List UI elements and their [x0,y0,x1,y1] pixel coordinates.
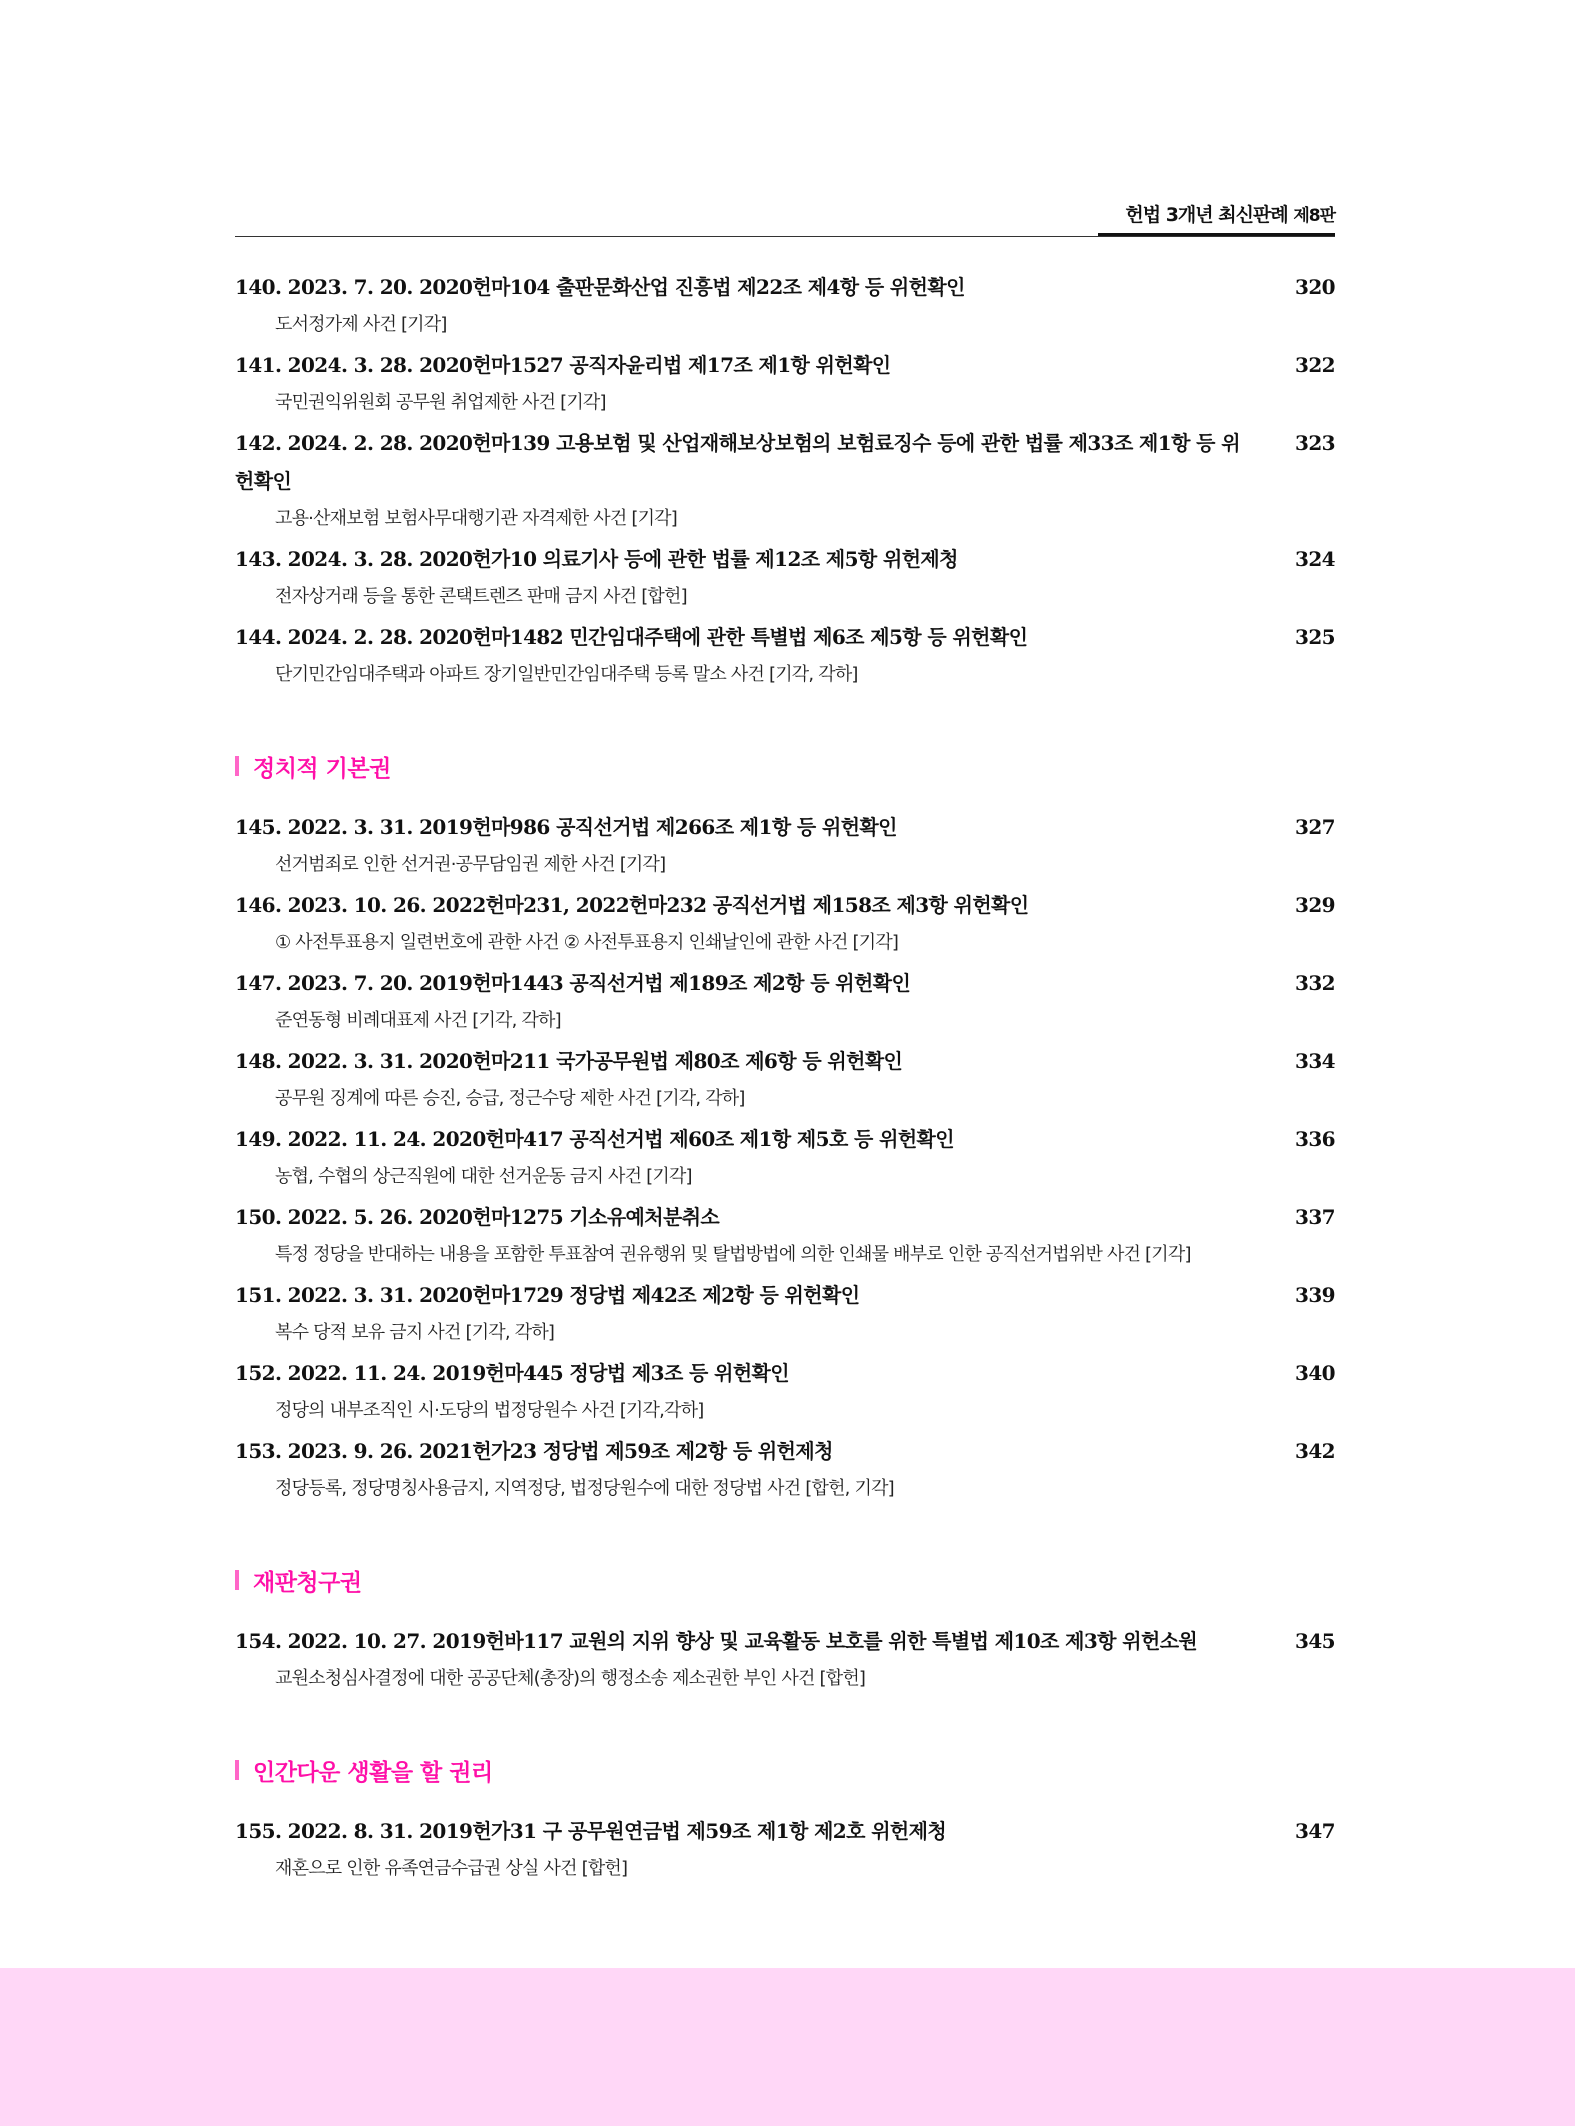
toc-section [235,268,1335,694]
section-heading [235,1560,1335,1600]
toc-entry[interactable] [235,346,1335,422]
case-title: 153. 2023. 9. 26. 2021헌가23 정당법 제59조 제2항 등 위헌제청 [235,1439,833,1463]
toc-entry[interactable] [235,1198,1335,1274]
toc-section [235,1560,1335,1698]
toc-entry-head [235,540,1335,578]
case-subtitle: ① 사전투표용지 일련번호에 관한 사건 ② 사전투표용지 인쇄날인에 관한 사건 [기각] [275,932,899,953]
case-title: 140. 2023. 7. 20. 2020헌마104 출판문화산업 진흥법 제22조 제4항 등 위헌확인 [235,275,965,299]
page-number: 324 [1295,547,1335,571]
page-number: 332 [1295,971,1335,995]
toc-entry-head [235,964,1335,1002]
toc-entry-head [235,268,1335,306]
section-heading [235,1750,1335,1790]
case-subtitle: 재혼으로 인한 유족연금수급권 상실 사건 [합헌] [275,1858,628,1879]
toc-entry[interactable] [235,540,1335,616]
toc-entry[interactable] [235,1812,1335,1888]
case-subtitle: 교원소청심사결정에 대한 공공단체(총장)의 행정소송 제소권한 부인 사건 [합헌] [275,1668,866,1689]
case-subtitle: 국민권익위원회 공무원 취업제한 사건 [기각] [275,392,606,413]
case-subtitle: 준연동형 비례대표제 사건 [기각, 각하] [275,1010,561,1031]
toc-entry[interactable] [235,1042,1335,1118]
case-subtitle: 전자상거래 등을 통한 콘택트렌즈 판매 금지 사건 [합헌] [275,586,687,607]
case-title: 141. 2024. 3. 28. 2020헌마1527 공직자윤리법 제17조 제1항 위헌확인 [235,353,891,377]
toc-entry-head [235,618,1335,656]
toc-entry-head [235,1354,1335,1392]
table-of-contents [235,268,1335,1890]
toc-entry-head [235,886,1335,924]
toc-entry[interactable] [235,1622,1335,1698]
page-number: 325 [1295,625,1335,649]
page-number: 345 [1295,1629,1335,1653]
book-title: 헌법 3개년 최신판례 [1125,204,1288,226]
section-heading [235,746,1335,786]
case-title: 155. 2022. 8. 31. 2019헌가31 구 공무원연금법 제59조 제1항 제2호 위헌제청 [235,1819,947,1843]
case-title: 143. 2024. 3. 28. 2020헌가10 의료기사 등에 관한 법률 제12조 제5항 위헌제청 [235,547,958,571]
case-title: 152. 2022. 11. 24. 2019헌마445 정당법 제3조 등 위헌확인 [235,1361,789,1385]
case-subtitle: 정당등록, 정당명칭사용금지, 지역정당, 법정당원수에 대한 정당법 사건 [합헌, 기각] [275,1478,894,1499]
case-title: 146. 2023. 10. 26. 2022헌마231, 2022헌마232 공직선거법 제158조 제3항 위헌확인 [235,893,1029,917]
case-subtitle: 단기민간임대주택과 아파트 장기일반민간임대주택 등록 말소 사건 [기각, 각하] [275,664,858,685]
toc-section [235,746,1335,1508]
toc-entry-head [235,808,1335,846]
case-subtitle: 선거범죄로 인한 선거권·공무담임권 제한 사건 [기각] [275,854,666,875]
toc-entry[interactable] [235,964,1335,1040]
page-number: 329 [1295,893,1335,917]
toc-entry[interactable] [235,808,1335,884]
toc-entry[interactable] [235,1276,1335,1352]
page-number: 322 [1295,353,1335,377]
toc-entry-head [235,1120,1335,1158]
header-rule-accent [1098,233,1335,236]
toc-entry-head [235,1042,1335,1080]
section-marker [235,756,239,776]
section-title: 인간다운 생활을 할 권리 [253,1759,493,1786]
toc-entry[interactable] [235,618,1335,694]
page-number: 337 [1295,1205,1335,1229]
page-number: 320 [1295,275,1335,299]
toc-entry[interactable] [235,268,1335,344]
page-number: 327 [1295,815,1335,839]
page-number: 340 [1295,1361,1335,1385]
case-subtitle: 복수 당적 보유 금지 사건 [기각, 각하] [275,1322,555,1343]
toc-entry-head [235,1432,1335,1470]
case-title: 144. 2024. 2. 28. 2020헌마1482 민간임대주택에 관한 특별법 제6조 제5항 등 위헌확인 [235,625,1028,649]
page-number: 347 [1295,1819,1335,1843]
case-title: 142. 2024. 2. 28. 2020헌마139 고용보험 및 산업재해보상보험의 보험료징수 등에 관한 법률 제33조 제1항 등 위헌확인 [235,431,1240,493]
toc-entry-head [235,1276,1335,1314]
case-subtitle: 특정 정당을 반대하는 내용을 포함한 투표참여 권유행위 및 탈법방법에 의한 인쇄물 배부로 인한 공직선거법위반 사건 [기각] [275,1244,1191,1265]
section-marker [235,1760,239,1780]
toc-entry-head [235,346,1335,384]
toc-entry[interactable] [235,1432,1335,1508]
case-title: 150. 2022. 5. 26. 2020헌마1275 기소유예처분취소 [235,1205,720,1229]
section-title: 정치적 기본권 [253,755,391,782]
case-subtitle: 공무원 징계에 따른 승진, 승급, 정근수당 제한 사건 [기각, 각하] [275,1088,745,1109]
toc-entry-head [235,1622,1335,1660]
case-title: 154. 2022. 10. 27. 2019헌바117 교원의 지위 향상 및 교육활동 보호를 위한 특별법 제10조 제3항 위헌소원 [235,1629,1198,1653]
case-subtitle: 농협, 수협의 상근직원에 대한 선거운동 금지 사건 [기각] [275,1166,692,1187]
toc-entry[interactable] [235,424,1335,538]
toc-entry[interactable] [235,1354,1335,1430]
toc-entry-head [235,424,1335,500]
case-subtitle: 정당의 내부조직인 시·도당의 법정당원수 사건 [기각,각하] [275,1400,704,1421]
page-number: 323 [1295,431,1335,455]
page-number: 336 [1295,1127,1335,1151]
edition-label: 제8판 [1293,206,1335,226]
case-title: 151. 2022. 3. 31. 2020헌마1729 정당법 제42조 제2항 등 위헌확인 [235,1283,860,1307]
toc-section [235,1750,1335,1888]
section-title: 재판청구권 [253,1569,362,1596]
page-number: 342 [1295,1439,1335,1463]
page-number: 339 [1295,1283,1335,1307]
toc-entry[interactable] [235,1120,1335,1196]
case-title: 148. 2022. 3. 31. 2020헌마211 국가공무원법 제80조 제6항 등 위헌확인 [235,1049,903,1073]
toc-entry[interactable] [235,886,1335,962]
case-title: 145. 2022. 3. 31. 2019헌마986 공직선거법 제266조 제1항 등 위헌확인 [235,815,897,839]
case-subtitle: 도서정가제 사건 [기각] [275,314,447,335]
header-rule [235,236,1335,237]
case-subtitle: 고용·산재보험 보험사무대행기관 자격제한 사건 [기각] [275,508,677,529]
case-title: 147. 2023. 7. 20. 2019헌마1443 공직선거법 제189조 제2항 등 위헌확인 [235,971,911,995]
footer-band [0,1968,1575,2126]
running-header [1000,200,1335,227]
case-title: 149. 2022. 11. 24. 2020헌마417 공직선거법 제60조 제1항 제5호 등 위헌확인 [235,1127,954,1151]
toc-entry-head [235,1812,1335,1850]
toc-entry-head [235,1198,1335,1236]
page-number: 334 [1295,1049,1335,1073]
section-marker [235,1570,239,1590]
